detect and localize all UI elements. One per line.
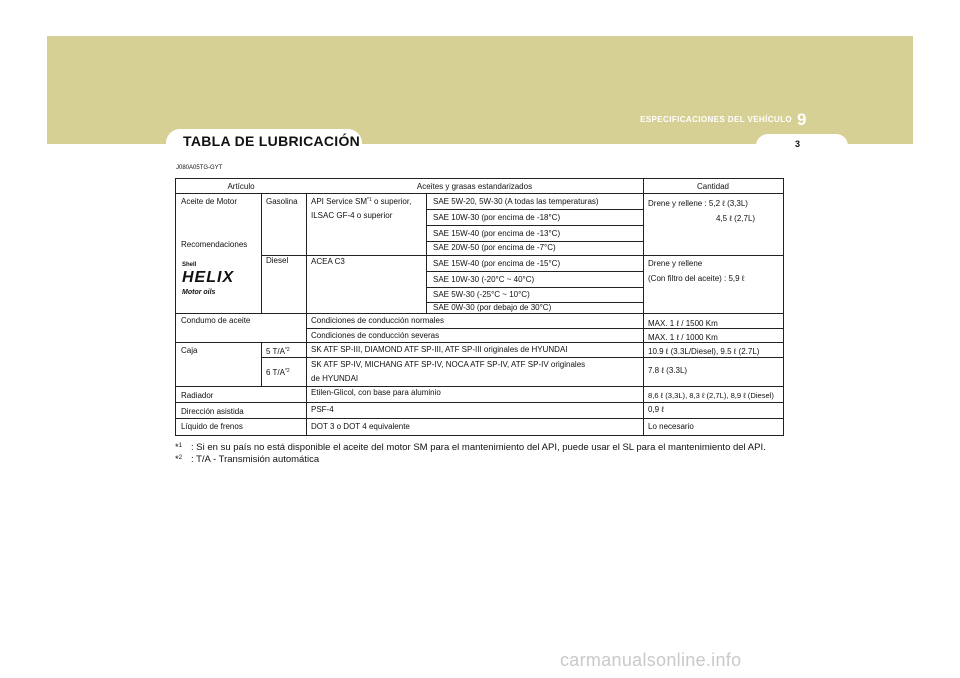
gasoline-label: Gasolina bbox=[266, 197, 298, 206]
atf-t5: SK ATF SP-III, DIAMOND ATF SP-III, ATF SP-III originales de HYUNDAI bbox=[311, 345, 568, 354]
gas-quantity-2: 4,5 ℓ (2,7L) bbox=[716, 214, 756, 223]
steering-label: Dirección asistida bbox=[181, 407, 244, 416]
acea-spec: ACEA C3 bbox=[311, 257, 345, 266]
severe-conditions: Condiciones de conducción severas bbox=[311, 331, 440, 340]
lubrication-table bbox=[175, 178, 784, 436]
rule-t6 bbox=[261, 357, 783, 358]
diesel-quantity-2: (Con filtro del aceite) : 5,9 ℓ bbox=[648, 274, 745, 283]
gas-grade: SAE 20W-50 (por encima de -7°C) bbox=[433, 243, 556, 252]
normal-conditions: Condiciones de conducción normales bbox=[311, 316, 444, 325]
rule-col-trans bbox=[261, 342, 262, 386]
header-quantity: Cantidad bbox=[696, 182, 730, 191]
brakes-quantity: Lo necesario bbox=[648, 422, 694, 431]
diesel-grade: SAE 5W-30 (-25°C ~ 10°C) bbox=[433, 290, 530, 299]
shell-helix-logo bbox=[182, 262, 266, 300]
doc-code: J080A05TG-GYT bbox=[176, 165, 223, 171]
section-label: ESPECIFICACIONES DEL VEHÍCULO bbox=[640, 115, 792, 124]
engine-oil-label: Aceite de Motor bbox=[181, 197, 238, 206]
normal-quantity: MAX. 1 ℓ / 1500 Km bbox=[648, 319, 718, 328]
recommendations-label: Recomendaciones bbox=[181, 240, 248, 249]
rule-col-qty bbox=[643, 179, 644, 435]
atf-t6: SK ATF SP-IV, MICHANG ATF SP-IV, NOCA ATF SP-IV, ATF SP-IV originales bbox=[311, 360, 586, 369]
steering-spec: PSF-4 bbox=[311, 405, 334, 414]
footnote-1-text: : Si en su país no está disponible el aceite del motor SM para el mantenimiento del API, puede usar el SL para el mantenimiento del API. bbox=[191, 442, 766, 453]
atf-t6-quantity: 7.8 ℓ (3.3L) bbox=[648, 366, 688, 375]
rule-header bbox=[176, 193, 783, 194]
rule-consumption bbox=[176, 313, 783, 314]
footnote-2-mark: *$^2$ bbox=[175, 454, 183, 465]
logo-brand: Shell bbox=[182, 262, 197, 268]
rule-brakes bbox=[176, 418, 783, 419]
watermark: carmanualsonline.info bbox=[560, 650, 742, 670]
gearbox-label: Caja bbox=[181, 346, 198, 355]
rule-col-oils bbox=[306, 193, 307, 435]
footnote-2-text: : T/A - Transmisión automática bbox=[191, 454, 320, 465]
steering-quantity: 0,9 ℓ bbox=[648, 405, 664, 414]
radiator-spec: Etilen-Glicol, con base para aluminio bbox=[311, 388, 441, 397]
page-title: TABLA DE LUBRICACIÓN bbox=[183, 133, 361, 149]
radiator-quantity: 8,6 ℓ (3,3L), 8,3 ℓ (2,7L), 8,9 ℓ (Diesel) bbox=[648, 391, 774, 400]
footnote-1 bbox=[175, 442, 785, 454]
section-number: 9 bbox=[797, 110, 807, 129]
rule-grade bbox=[426, 271, 643, 272]
gas-grade: SAE 15W-40 (por encima de -13°C) bbox=[433, 229, 561, 238]
rule-radiator bbox=[176, 386, 783, 387]
rule-grade bbox=[426, 225, 643, 226]
diesel-label: Diesel bbox=[266, 256, 289, 265]
t5-label: 5 $T/A^{*2}$ bbox=[266, 347, 290, 356]
page-number: 3 bbox=[795, 139, 801, 149]
rule-col-grades bbox=[426, 193, 427, 313]
rule-steering bbox=[176, 402, 783, 403]
diesel-grade: SAE 0W-30 (por debajo de 30°C) bbox=[433, 303, 552, 312]
diesel-grade: SAE 15W-40 (por encima de -15°C) bbox=[433, 259, 561, 268]
brakes-label: Líquido de frenos bbox=[181, 422, 243, 431]
footnotes bbox=[175, 442, 785, 466]
header-oils: Aceites y grasas estandarizados bbox=[416, 182, 533, 191]
brakes-spec: DOT 3 o DOT 4 equivalente bbox=[311, 422, 410, 431]
logo-sub: Motor oils bbox=[182, 289, 216, 296]
rule-grade bbox=[426, 287, 643, 288]
radiator-label: Radiador bbox=[181, 391, 214, 400]
footnote-2 bbox=[175, 454, 785, 466]
header-article: Artículo bbox=[227, 182, 255, 191]
diesel-grade: SAE 10W-30 (-20°C ~ 40°C) bbox=[433, 275, 535, 284]
ilsac-spec: ILSAC GF-4 o superior bbox=[311, 211, 393, 220]
atf-t5-quantity: 10.9 ℓ (3.3L/Diesel), 9.5 ℓ (2.7L) bbox=[648, 347, 760, 356]
page-number-tab bbox=[756, 134, 848, 156]
atf-t6-2: de HYUNDAI bbox=[311, 374, 359, 383]
consumption-label: Condumo de aceite bbox=[181, 316, 251, 325]
severe-quantity: MAX. 1 ℓ / 1000 Km bbox=[648, 333, 718, 342]
rule-grade bbox=[426, 209, 643, 210]
gas-quantity: Drene y rellene : 5,2 ℓ (3,3L) bbox=[648, 199, 748, 208]
header-band bbox=[47, 36, 913, 144]
rule-grade bbox=[426, 241, 643, 242]
logo-name: HELIX bbox=[182, 269, 235, 286]
rule-diesel bbox=[261, 255, 783, 256]
gas-grade: SAE 10W-30 (por encima de -18°C) bbox=[433, 213, 561, 222]
api-spec: API Service SM$^{*1}$ o superior, bbox=[311, 197, 412, 206]
t6-label: 6 $T/A^{*2}$ bbox=[266, 368, 290, 377]
diesel-quantity: Drene y rellene bbox=[648, 259, 703, 268]
gas-grade: SAE 5W-20, 5W-30 (A todas las temperaturas) bbox=[433, 197, 599, 206]
footnote-1-mark: *$^1$ bbox=[175, 442, 183, 453]
